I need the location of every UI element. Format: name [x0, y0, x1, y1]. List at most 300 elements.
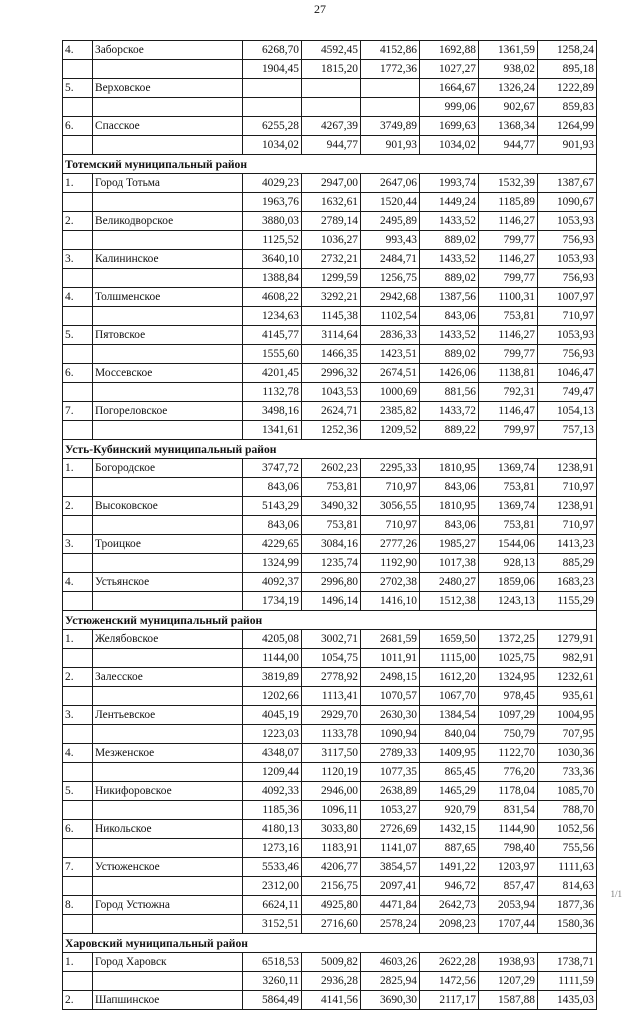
- value-cell: 1202,66: [243, 687, 302, 706]
- value-cell: 4206,77: [302, 858, 361, 877]
- value-cell: 1096,11: [302, 801, 361, 820]
- value-cell: 1433,52: [420, 212, 479, 231]
- row-index: 4.: [63, 288, 93, 307]
- settlement-name: [93, 136, 243, 155]
- value-cell: 1144,00: [243, 649, 302, 668]
- row-index: 5.: [63, 79, 93, 98]
- value-cell: 1532,39: [479, 174, 538, 193]
- value-cell: 859,83: [538, 98, 597, 117]
- value-cell: 1036,27: [302, 231, 361, 250]
- row-index: 1.: [63, 953, 93, 972]
- settlement-name: Мезженское: [93, 744, 243, 763]
- value-cell: 753,81: [479, 307, 538, 326]
- table-row-continuation: [63, 193, 597, 212]
- value-cell: 4180,13: [243, 820, 302, 839]
- value-cell: 2578,24: [361, 915, 420, 934]
- value-cell: 1772,36: [361, 60, 420, 79]
- settlement-name: [93, 98, 243, 117]
- value-cell: 1223,03: [243, 725, 302, 744]
- table-row: [63, 41, 597, 60]
- row-index: 3.: [63, 706, 93, 725]
- value-cell: 1612,20: [420, 668, 479, 687]
- value-cell: 2053,94: [479, 896, 538, 915]
- value-cell: 5143,29: [243, 497, 302, 516]
- value-cell: 1238,91: [538, 497, 597, 516]
- value-cell: 1243,13: [479, 592, 538, 611]
- value-cell: 843,06: [420, 478, 479, 497]
- settlement-name: [93, 877, 243, 896]
- value-cell: 5009,82: [302, 953, 361, 972]
- settlement-name: Никифоровское: [93, 782, 243, 801]
- value-cell: 1077,35: [361, 763, 420, 782]
- value-cell: 1496,14: [302, 592, 361, 611]
- settlement-name: [93, 839, 243, 858]
- value-cell: 6518,53: [243, 953, 302, 972]
- value-cell: 1053,93: [538, 212, 597, 231]
- value-cell: 1734,19: [243, 592, 302, 611]
- table-row: [63, 117, 597, 136]
- value-cell: 1324,99: [243, 554, 302, 573]
- table-row: [63, 820, 597, 839]
- value-cell: 2484,71: [361, 250, 420, 269]
- value-cell: 3056,55: [361, 497, 420, 516]
- value-cell: 2498,15: [361, 668, 420, 687]
- value-cell: 1815,20: [302, 60, 361, 79]
- value-cell: 1238,91: [538, 459, 597, 478]
- row-index: [63, 877, 93, 896]
- value-cell: 1423,51: [361, 345, 420, 364]
- value-cell: 1102,54: [361, 307, 420, 326]
- value-cell: 1054,75: [302, 649, 361, 668]
- value-cell: 4145,77: [243, 326, 302, 345]
- value-cell: 1115,00: [420, 649, 479, 668]
- value-cell: 2602,23: [302, 459, 361, 478]
- value-cell: 889,02: [420, 231, 479, 250]
- value-cell: 6268,70: [243, 41, 302, 60]
- value-cell: 6624,11: [243, 896, 302, 915]
- value-cell: 1258,24: [538, 41, 597, 60]
- value-cell: 2385,82: [361, 402, 420, 421]
- table-row-continuation: [63, 231, 597, 250]
- value-cell: 799,77: [479, 269, 538, 288]
- value-cell: 753,81: [479, 478, 538, 497]
- settlement-name: Никольское: [93, 820, 243, 839]
- value-cell: 4925,80: [302, 896, 361, 915]
- value-cell: 1007,97: [538, 288, 597, 307]
- value-cell: 2156,75: [302, 877, 361, 896]
- value-cell: 3152,51: [243, 915, 302, 934]
- table-row: [63, 212, 597, 231]
- value-cell: 799,97: [479, 421, 538, 440]
- value-cell: 1222,89: [538, 79, 597, 98]
- row-index: [63, 687, 93, 706]
- value-cell: 1985,27: [420, 535, 479, 554]
- table-row-continuation: [63, 972, 597, 991]
- value-cell: 756,93: [538, 345, 597, 364]
- value-cell: 1004,95: [538, 706, 597, 725]
- value-cell: 1145,38: [302, 307, 361, 326]
- value-cell: 993,43: [361, 231, 420, 250]
- value-cell: 1341,61: [243, 421, 302, 440]
- value-cell: 1963,76: [243, 193, 302, 212]
- table-row-continuation: [63, 421, 597, 440]
- value-cell: 776,20: [479, 763, 538, 782]
- table-row: [63, 668, 597, 687]
- settlement-name: Устьянское: [93, 573, 243, 592]
- value-cell: 755,56: [538, 839, 597, 858]
- value-cell: 4045,19: [243, 706, 302, 725]
- table-row: [63, 326, 597, 345]
- value-cell: 1372,25: [479, 630, 538, 649]
- table-row: [63, 706, 597, 725]
- table-row: [63, 459, 597, 478]
- value-cell: 928,13: [479, 554, 538, 573]
- settlement-name: Устюженское: [93, 858, 243, 877]
- settlement-name: Залесское: [93, 668, 243, 687]
- row-index: 8.: [63, 896, 93, 915]
- value-cell: 3749,89: [361, 117, 420, 136]
- value-cell: 3117,50: [302, 744, 361, 763]
- table-row: [63, 250, 597, 269]
- table-row: [63, 497, 597, 516]
- table-row: [63, 364, 597, 383]
- value-cell: 1369,74: [479, 459, 538, 478]
- value-cell: 5533,46: [243, 858, 302, 877]
- row-index: [63, 345, 93, 364]
- row-index: [63, 307, 93, 326]
- value-cell: 1235,74: [302, 554, 361, 573]
- value-cell: 2777,26: [361, 535, 420, 554]
- value-cell: 1203,97: [479, 858, 538, 877]
- value-cell: 710,97: [538, 516, 597, 535]
- settlement-name: [93, 649, 243, 668]
- value-cell: 1904,45: [243, 60, 302, 79]
- value-cell: 4201,45: [243, 364, 302, 383]
- value-cell: 1030,36: [538, 744, 597, 763]
- district-header-row: [63, 440, 597, 459]
- value-cell: 710,97: [361, 516, 420, 535]
- value-cell: 1133,78: [302, 725, 361, 744]
- value-cell: 798,40: [479, 839, 538, 858]
- settlement-name: Троицкое: [93, 535, 243, 554]
- value-cell: 1433,52: [420, 250, 479, 269]
- row-index: [63, 60, 93, 79]
- value-cell: 982,91: [538, 649, 597, 668]
- value-cell: 1299,59: [302, 269, 361, 288]
- value-cell: 1017,38: [420, 554, 479, 573]
- table-row-continuation: [63, 516, 597, 535]
- table-row: [63, 630, 597, 649]
- settlement-name: [93, 478, 243, 497]
- row-index: 5.: [63, 326, 93, 345]
- value-cell: 1209,52: [361, 421, 420, 440]
- value-cell: 1100,31: [479, 288, 538, 307]
- value-cell: 1252,36: [302, 421, 361, 440]
- value-cell: 2495,89: [361, 212, 420, 231]
- table-row-continuation: [63, 801, 597, 820]
- value-cell: 756,93: [538, 231, 597, 250]
- value-cell: 3690,30: [361, 991, 420, 1010]
- value-cell: 1699,63: [420, 117, 479, 136]
- value-cell: 843,06: [243, 516, 302, 535]
- value-cell: 2630,30: [361, 706, 420, 725]
- page-number: 27: [314, 2, 326, 16]
- value-cell: 887,65: [420, 839, 479, 858]
- value-cell: 1052,56: [538, 820, 597, 839]
- row-index: 4.: [63, 744, 93, 763]
- value-cell: 857,47: [479, 877, 538, 896]
- value-cell: 1384,54: [420, 706, 479, 725]
- value-cell: 2702,38: [361, 573, 420, 592]
- value-cell: 1387,67: [538, 174, 597, 193]
- value-cell: 946,72: [420, 877, 479, 896]
- value-cell: 3260,11: [243, 972, 302, 991]
- value-cell: 895,18: [538, 60, 597, 79]
- table-row: [63, 402, 597, 421]
- table-row-continuation: [63, 269, 597, 288]
- row-index: 6.: [63, 364, 93, 383]
- value-cell: 1232,61: [538, 668, 597, 687]
- table-row-continuation: [63, 554, 597, 573]
- value-cell: 4592,45: [302, 41, 361, 60]
- table-row: [63, 79, 597, 98]
- row-index: [63, 421, 93, 440]
- value-cell: 2936,28: [302, 972, 361, 991]
- value-cell: 1025,75: [479, 649, 538, 668]
- value-cell: 756,93: [538, 269, 597, 288]
- row-index: [63, 269, 93, 288]
- value-cell: 3640,10: [243, 250, 302, 269]
- value-cell: 2674,51: [361, 364, 420, 383]
- value-cell: 1632,61: [302, 193, 361, 212]
- value-cell: 1544,06: [479, 535, 538, 554]
- value-cell: 1877,36: [538, 896, 597, 915]
- value-cell: 2996,32: [302, 364, 361, 383]
- value-cell: 1466,35: [302, 345, 361, 364]
- value-cell: 2836,33: [361, 326, 420, 345]
- value-cell: 944,77: [302, 136, 361, 155]
- value-cell: 881,56: [420, 383, 479, 402]
- value-cell: 753,81: [302, 516, 361, 535]
- table-row: [63, 782, 597, 801]
- value-cell: 1413,23: [538, 535, 597, 554]
- value-cell: 2622,28: [420, 953, 479, 972]
- value-cell: 1146,27: [479, 326, 538, 345]
- value-cell: 4603,26: [361, 953, 420, 972]
- value-cell: 1279,91: [538, 630, 597, 649]
- value-cell: 1449,24: [420, 193, 479, 212]
- table-row-continuation: [63, 877, 597, 896]
- value-cell: 1046,47: [538, 364, 597, 383]
- settlement-name: Высоковское: [93, 497, 243, 516]
- row-index: 1.: [63, 630, 93, 649]
- value-cell: 1027,27: [420, 60, 479, 79]
- settlement-name: [93, 269, 243, 288]
- row-index: [63, 915, 93, 934]
- value-cell: 753,81: [302, 478, 361, 497]
- settlement-name: [93, 915, 243, 934]
- value-cell: 792,31: [479, 383, 538, 402]
- row-index: [63, 554, 93, 573]
- value-cell: 707,95: [538, 725, 597, 744]
- row-index: 4.: [63, 41, 93, 60]
- row-index: [63, 725, 93, 744]
- value-cell: 2312,00: [243, 877, 302, 896]
- value-cell: 889,02: [420, 345, 479, 364]
- settlement-name: Верховское: [93, 79, 243, 98]
- value-cell: 4029,23: [243, 174, 302, 193]
- value-cell: 1369,74: [479, 497, 538, 516]
- value-cell: [243, 79, 302, 98]
- value-cell: 1113,41: [302, 687, 361, 706]
- value-cell: 1368,34: [479, 117, 538, 136]
- value-cell: 2929,70: [302, 706, 361, 725]
- value-cell: [302, 79, 361, 98]
- value-cell: 1053,93: [538, 250, 597, 269]
- value-cell: 2716,60: [302, 915, 361, 934]
- value-cell: 1435,03: [538, 991, 597, 1010]
- value-cell: 3490,32: [302, 497, 361, 516]
- value-cell: 978,45: [479, 687, 538, 706]
- table-row-continuation: [63, 687, 597, 706]
- value-cell: 1146,27: [479, 250, 538, 269]
- value-cell: 1067,70: [420, 687, 479, 706]
- value-cell: 843,06: [420, 307, 479, 326]
- row-index: 1.: [63, 459, 93, 478]
- table-row: [63, 288, 597, 307]
- value-cell: 710,97: [538, 307, 597, 326]
- value-cell: 1209,44: [243, 763, 302, 782]
- table-row: [63, 174, 597, 193]
- value-cell: 1433,72: [420, 402, 479, 421]
- value-cell: 1178,04: [479, 782, 538, 801]
- settlement-name: Город Устюжна: [93, 896, 243, 915]
- value-cell: 901,93: [538, 136, 597, 155]
- settlement-name: [93, 193, 243, 212]
- value-cell: 2117,17: [420, 991, 479, 1010]
- value-cell: 1810,95: [420, 497, 479, 516]
- value-cell: 1111,59: [538, 972, 597, 991]
- value-cell: 1433,52: [420, 326, 479, 345]
- row-index: [63, 763, 93, 782]
- value-cell: 710,97: [538, 478, 597, 497]
- row-index: 5.: [63, 782, 93, 801]
- settlement-name: Желябовское: [93, 630, 243, 649]
- settlement-name: Спасское: [93, 117, 243, 136]
- table-row-continuation: [63, 478, 597, 497]
- settlement-name: [93, 725, 243, 744]
- value-cell: 1043,53: [302, 383, 361, 402]
- table-row-continuation: [63, 307, 597, 326]
- value-cell: 3033,80: [302, 820, 361, 839]
- value-cell: 799,77: [479, 345, 538, 364]
- value-cell: 1011,91: [361, 649, 420, 668]
- row-index: [63, 592, 93, 611]
- settlement-name: Богородское: [93, 459, 243, 478]
- value-cell: 1587,88: [479, 991, 538, 1010]
- settlement-name: [93, 421, 243, 440]
- value-cell: 3880,03: [243, 212, 302, 231]
- value-cell: 757,13: [538, 421, 597, 440]
- settlement-name: [93, 972, 243, 991]
- value-cell: 1120,19: [302, 763, 361, 782]
- value-cell: 1138,81: [479, 364, 538, 383]
- value-cell: 1512,38: [420, 592, 479, 611]
- row-index: [63, 231, 93, 250]
- settlement-name: Моссевское: [93, 364, 243, 383]
- settlement-name: [93, 801, 243, 820]
- row-index: 2.: [63, 212, 93, 231]
- value-cell: 4141,56: [302, 991, 361, 1010]
- table-row-continuation: [63, 98, 597, 117]
- value-cell: 1185,89: [479, 193, 538, 212]
- value-cell: 2295,33: [361, 459, 420, 478]
- value-cell: 4348,07: [243, 744, 302, 763]
- district-title: Тотемский муниципальный район: [63, 155, 597, 174]
- settlement-name: [93, 307, 243, 326]
- value-cell: 3819,89: [243, 668, 302, 687]
- value-cell: 1085,70: [538, 782, 597, 801]
- value-cell: 1034,02: [243, 136, 302, 155]
- value-cell: 6255,28: [243, 117, 302, 136]
- value-cell: 1192,90: [361, 554, 420, 573]
- value-cell: 2480,27: [420, 573, 479, 592]
- value-cell: 1256,75: [361, 269, 420, 288]
- value-cell: 710,97: [361, 478, 420, 497]
- value-cell: 1097,29: [479, 706, 538, 725]
- settlement-name: [93, 345, 243, 364]
- value-cell: 3854,57: [361, 858, 420, 877]
- value-cell: 1070,57: [361, 687, 420, 706]
- value-cell: 1090,94: [361, 725, 420, 744]
- value-cell: 1234,63: [243, 307, 302, 326]
- value-cell: 4205,08: [243, 630, 302, 649]
- settlement-name: [93, 763, 243, 782]
- value-cell: 2942,68: [361, 288, 420, 307]
- value-cell: 865,45: [420, 763, 479, 782]
- value-cell: 3498,16: [243, 402, 302, 421]
- value-cell: [243, 98, 302, 117]
- value-cell: 4229,65: [243, 535, 302, 554]
- value-cell: 1090,67: [538, 193, 597, 212]
- value-cell: [302, 98, 361, 117]
- value-cell: 1692,88: [420, 41, 479, 60]
- district-header-row: [63, 934, 597, 953]
- row-index: 1.: [63, 174, 93, 193]
- district-header-row: [63, 155, 597, 174]
- value-cell: 920,79: [420, 801, 479, 820]
- settlement-name: Пятовское: [93, 326, 243, 345]
- settlement-name: [93, 554, 243, 573]
- settlement-name: [93, 592, 243, 611]
- row-index: 7.: [63, 858, 93, 877]
- value-cell: 2647,06: [361, 174, 420, 193]
- row-index: [63, 136, 93, 155]
- value-cell: 1146,47: [479, 402, 538, 421]
- value-cell: 843,06: [243, 478, 302, 497]
- value-cell: 4608,22: [243, 288, 302, 307]
- value-cell: 2624,71: [302, 402, 361, 421]
- value-cell: 1273,16: [243, 839, 302, 858]
- value-cell: 3084,16: [302, 535, 361, 554]
- value-cell: 1432,15: [420, 820, 479, 839]
- value-cell: 885,29: [538, 554, 597, 573]
- value-cell: 4267,39: [302, 117, 361, 136]
- value-cell: 1409,95: [420, 744, 479, 763]
- table-row: [63, 858, 597, 877]
- row-index: [63, 478, 93, 497]
- value-cell: 1141,07: [361, 839, 420, 858]
